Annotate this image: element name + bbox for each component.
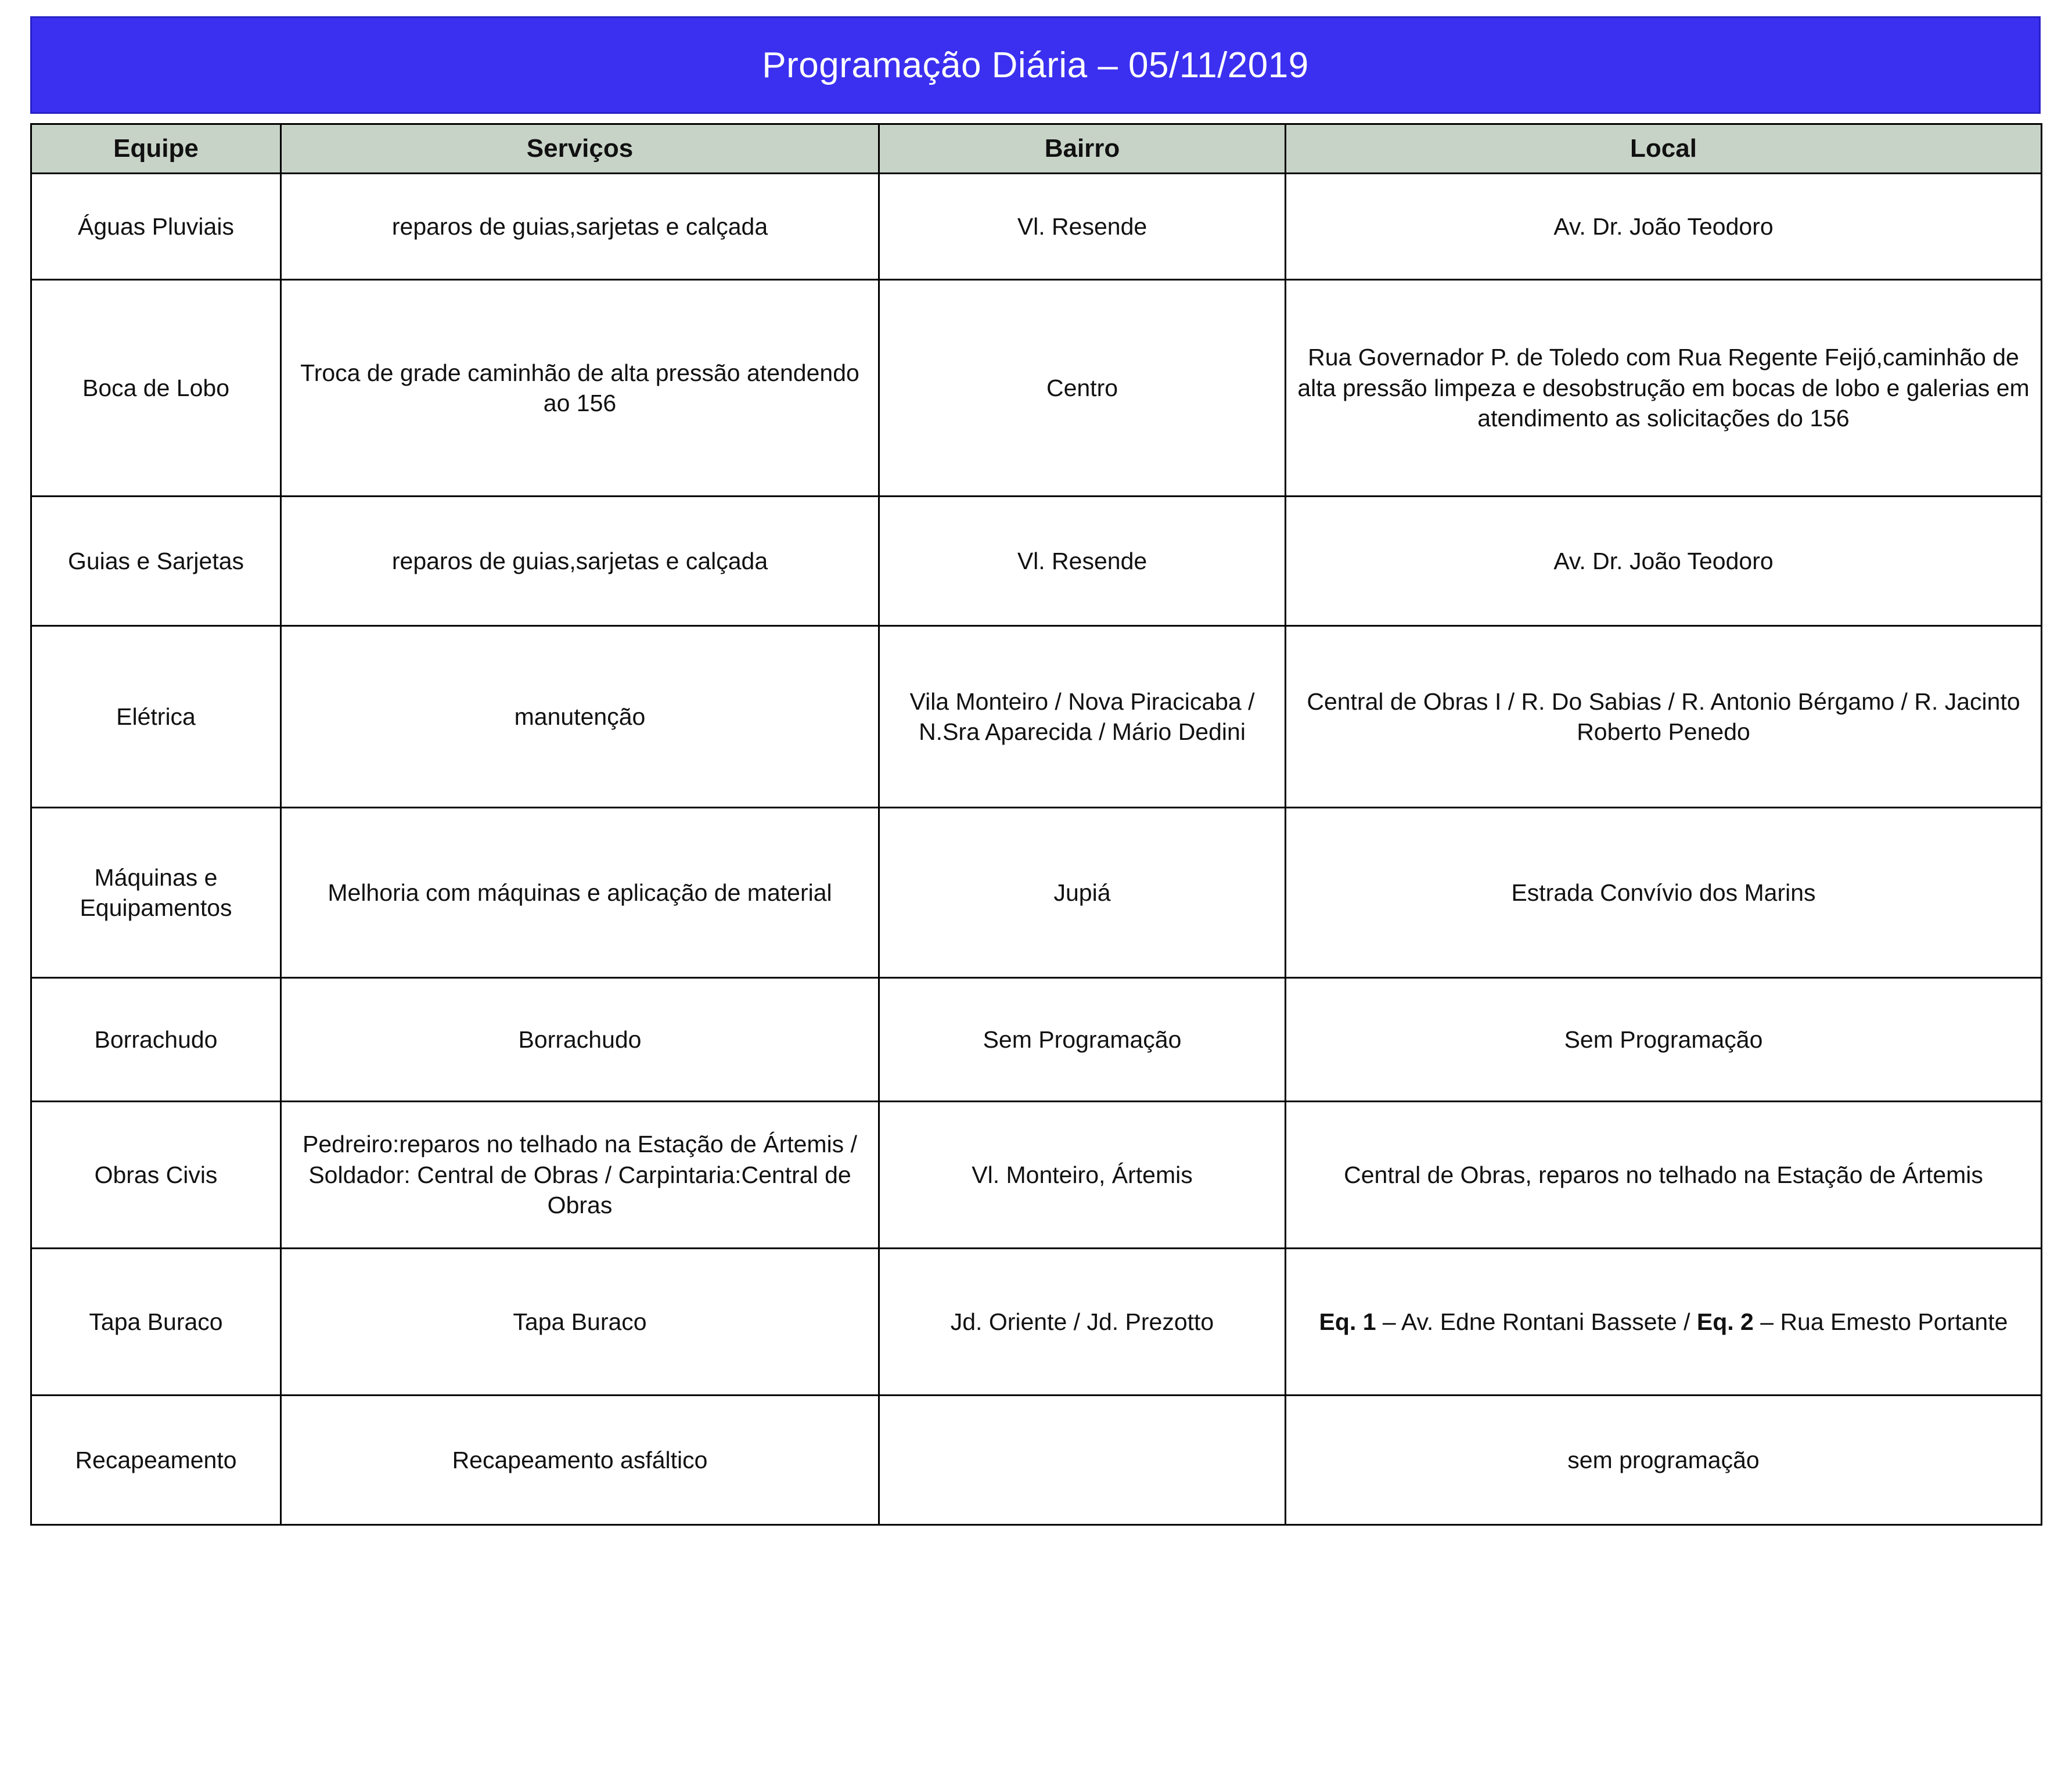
column-header-servicos: Serviços [281, 124, 879, 174]
cell-servicos: Melhoria com máquinas e aplicação de material [281, 808, 879, 978]
cell-local: Rua Governador P. de Toledo com Rua Regente Feijó,caminhão de alta pressão limpeza e desobstrução em bocas de lobo e galerias em atendimento as solicitações do 156 [1286, 280, 2042, 497]
cell-equipe: Tapa Buraco [31, 1249, 281, 1396]
eq2-label: Eq. 2 [1696, 1308, 1754, 1335]
cell-bairro [879, 1396, 1286, 1525]
eq1-text: – Av. Edne Rontani Bassete / [1376, 1308, 1697, 1335]
cell-equipe: Elétrica [31, 626, 281, 808]
cell-local: Av. Dr. João Teodoro [1286, 174, 2042, 280]
cell-local: Central de Obras, reparos no telhado na Estação de Ártemis [1286, 1102, 2042, 1249]
page-title: Programação Diária – 05/11/2019 [762, 45, 1309, 85]
table-row [31, 497, 2042, 626]
eq1-label: Eq. 1 [1319, 1308, 1376, 1335]
table-row [31, 280, 2042, 497]
cell-equipe: Borrachudo [31, 978, 281, 1102]
cell-local: Central de Obras I / R. Do Sabias / R. Antonio Bérgamo / R. Jacinto Roberto Penedo [1286, 626, 2042, 808]
cell-equipe: Obras Civis [31, 1102, 281, 1249]
cell-equipe: Boca de Lobo [31, 280, 281, 497]
table-row [31, 1102, 2042, 1249]
cell-servicos: Troca de grade caminhão de alta pressão atendendo ao 156 [281, 280, 879, 497]
cell-local: Sem Programação [1286, 978, 2042, 1102]
cell-servicos: Pedreiro:reparos no telhado na Estação de Ártemis / Soldador: Central de Obras / Carpintaria:Central de Obras [281, 1102, 879, 1249]
cell-bairro: Vl. Resende [879, 497, 1286, 626]
cell-local: Av. Dr. João Teodoro [1286, 497, 2042, 626]
table-row [31, 1249, 2042, 1396]
cell-bairro: Jd. Oriente / Jd. Prezotto [879, 1249, 1286, 1396]
cell-servicos: Recapeamento asfáltico [281, 1396, 879, 1525]
cell-equipe: Guias e Sarjetas [31, 497, 281, 626]
column-header-equipe: Equipe [31, 124, 281, 174]
cell-local [1286, 1249, 2042, 1396]
daily-schedule-table [30, 123, 2042, 1526]
cell-bairro: Centro [879, 280, 1286, 497]
cell-servicos: reparos de guias,sarjetas e calçada [281, 497, 879, 626]
cell-local: sem programação [1286, 1396, 2042, 1525]
cell-bairro: Vl. Monteiro, Ártemis [879, 1102, 1286, 1249]
cell-bairro: Sem Programação [879, 978, 1286, 1102]
cell-bairro: Vl. Resende [879, 174, 1286, 280]
eq2-text: – Rua Emesto Portante [1753, 1308, 2008, 1335]
cell-equipe: Máquinas e Equipamentos [31, 808, 281, 978]
cell-bairro: Vila Monteiro / Nova Piracicaba / N.Sra Aparecida / Mário Dedini [879, 626, 1286, 808]
cell-servicos: manutenção [281, 626, 879, 808]
cell-bairro: Jupiá [879, 808, 1286, 978]
table-row [31, 626, 2042, 808]
cell-equipe: Recapeamento [31, 1396, 281, 1525]
table-row [31, 978, 2042, 1102]
column-header-local: Local [1286, 124, 2042, 174]
column-header-bairro: Bairro [879, 124, 1286, 174]
table-row [31, 1396, 2042, 1525]
table-header-row [31, 124, 2042, 174]
document-title-bar [30, 16, 2041, 114]
cell-equipe: Águas Pluviais [31, 174, 281, 280]
cell-servicos: Borrachudo [281, 978, 879, 1102]
cell-servicos: reparos de guias,sarjetas e calçada [281, 174, 879, 280]
cell-local: Estrada Convívio dos Marins [1286, 808, 2042, 978]
table-row [31, 174, 2042, 280]
cell-servicos: Tapa Buraco [281, 1249, 879, 1396]
table-row [31, 808, 2042, 978]
